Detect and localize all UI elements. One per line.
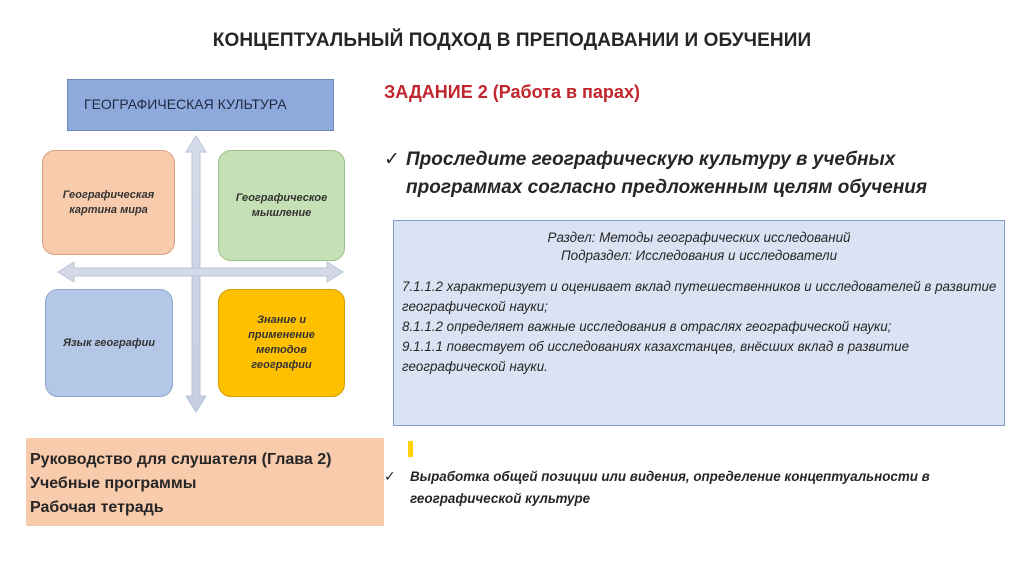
quadrant-geo-picture: Географическая картина мира <box>42 150 175 255</box>
section-title: Раздел: Методы географических исследований <box>547 230 851 245</box>
quadrant-geo-thinking: Географическое мышление <box>218 150 345 261</box>
task-instruction <box>384 146 1004 202</box>
objective-item: 7.1.1.2 характеризует и оценивает вклад путешественников и исследователей в развитие географической науки; <box>402 279 997 314</box>
bullet-point <box>384 466 944 510</box>
geo-culture-header: ГЕОГРАФИЧЕСКАЯ КУЛЬТУРА <box>67 79 334 131</box>
bullet-text: Выработка общей позиции или видения, определение концептуальности в географической культуре <box>410 469 930 506</box>
guide-line: Рабочая тетрадь <box>30 499 164 516</box>
quadrant-geo-language: Язык географии <box>45 289 173 397</box>
task-heading: ЗАДАНИЕ 2 (Работа в парах) <box>384 82 640 102</box>
subsection-title: Подраздел: Исследования и исследователи <box>560 248 838 263</box>
section-box <box>393 220 1005 426</box>
objective-item: 8.1.1.2 определяет важные исследования в отраслях географической науки; <box>402 319 892 334</box>
guide-box <box>26 438 384 526</box>
checkmark-icon: ✓ <box>384 149 400 170</box>
objective-item: 9.1.1.1 повествует об исследованиях казахстанцев, внёсших вклад в развитие географической науки. <box>402 339 910 374</box>
guide-line: Учебные программы <box>30 475 197 492</box>
instruction-text: Проследите географическую культуру в учебных программах согласно предложенным целям обучения <box>406 149 928 198</box>
page-title: КОНЦЕПТУАЛЬНЫЙ ПОДХОД В ПРЕПОДАВАНИИ И ОБУЧЕНИИ <box>212 30 812 51</box>
yellow-marker <box>408 441 413 457</box>
quadrant-geo-methods: Знание и применение методов географии <box>218 289 345 397</box>
guide-line: Руководство для слушателя (Глава 2) <box>30 451 332 468</box>
checkmark-icon: ✓ <box>384 468 396 484</box>
